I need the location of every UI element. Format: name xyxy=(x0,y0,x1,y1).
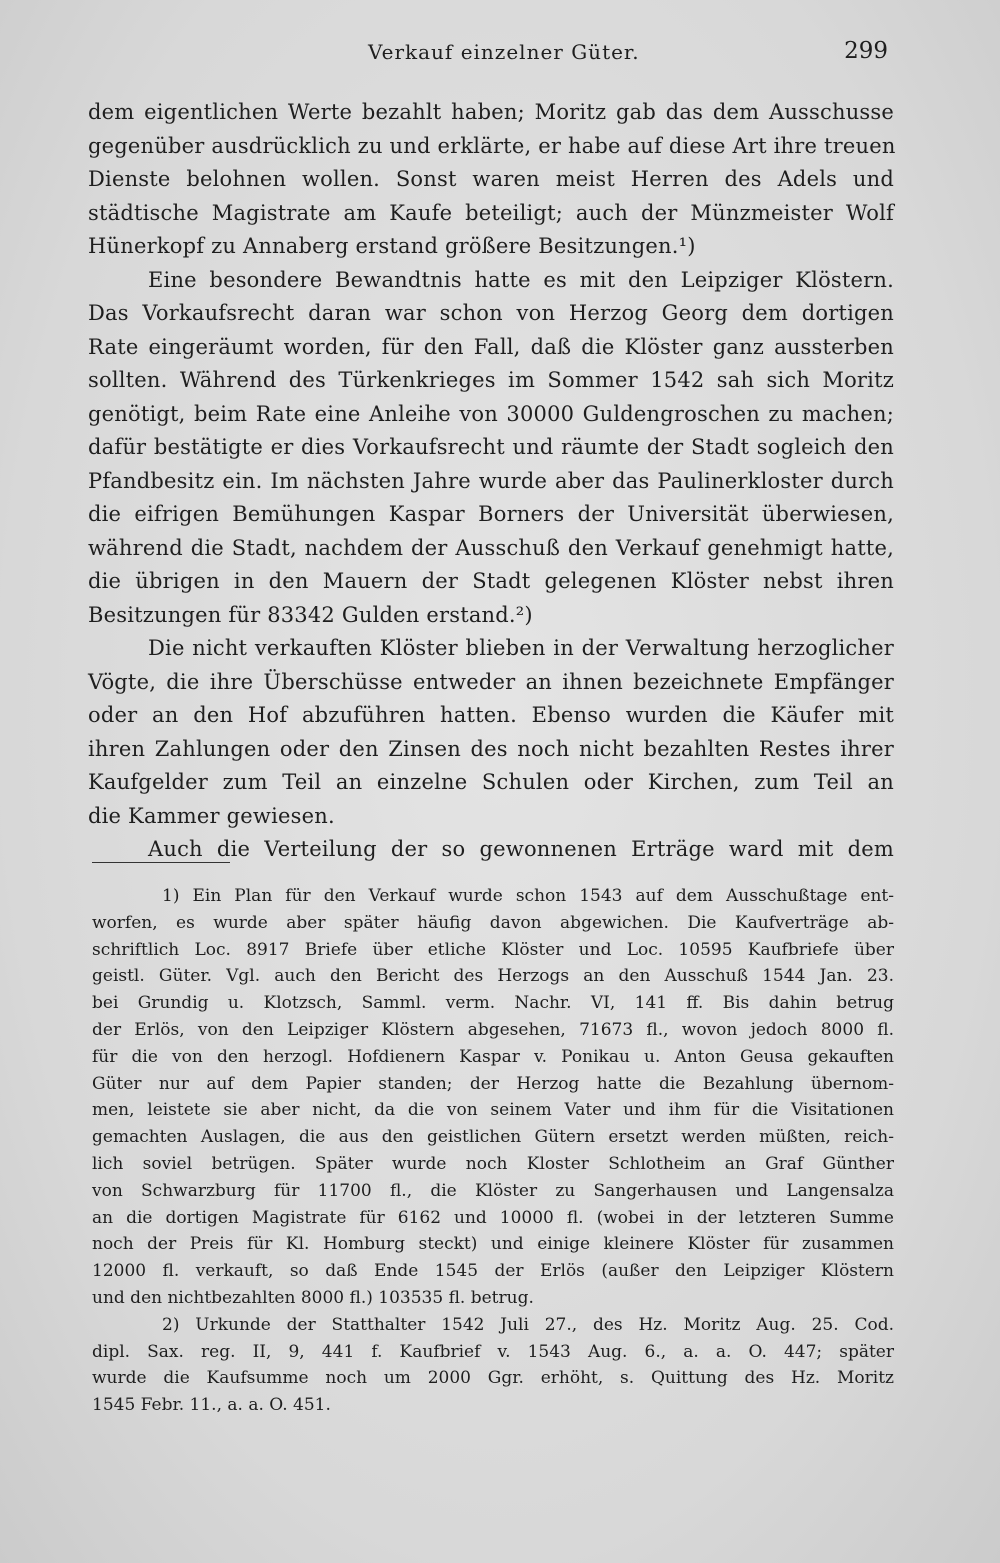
page-header xyxy=(88,36,888,76)
text-line: während die Stadt, nachdem der Ausschuß den Verkauf genehmigt hatte, xyxy=(88,535,894,560)
text-line: Kaufgelder zum Teil an einzelne Schulen oder Kirchen, zum Teil an xyxy=(88,770,894,794)
footnote-line: lich soviel betrügen. Später wurde noch Kloster Schlotheim an Graf Günther xyxy=(92,1153,894,1174)
text-line: Rate eingeräumt worden, für den Fall, daß die Klöster ganz aussterben xyxy=(88,334,894,359)
footnote-line: der Erlös, von den Leipziger Klöstern abgesehen, 71673 fl., wovon jedoch 8000 fl. xyxy=(92,1019,894,1040)
text-line: die Kammer gewiesen. xyxy=(88,803,335,828)
text-line: ihren Zahlungen oder den Zinsen des noch nicht bezahlten Restes ihrer xyxy=(88,736,894,761)
footnotes xyxy=(92,883,894,1419)
footnote-line: men, leistete sie aber nicht, da die von seinem Vater und ihm für die Visitationen xyxy=(92,1100,894,1121)
text-line: Hünerkopf zu Annaberg erstand größere Besitzungen.¹) xyxy=(88,234,696,258)
footnote-line: und den nichtbezahlten 8000 fl.) 103535 fl. betrug. xyxy=(92,1287,534,1308)
footnote-line: gemachten Auslagen, die aus den geistlichen Gütern ersetzt werden müßten, reich- xyxy=(92,1127,894,1148)
running-title: Verkauf einzelner Güter. xyxy=(368,40,640,64)
text-line: Auch die Verteilung der so gewonnenen Erträge ward mit dem xyxy=(148,837,894,861)
text-line: sollten. Während des Türkenkrieges im Sommer 1542 sah sich Moritz xyxy=(88,368,894,392)
footnote-divider xyxy=(92,862,230,863)
text-line: Die nicht verkauften Klöster blieben in der Verwaltung herzoglicher xyxy=(148,636,894,660)
footnote-line: noch der Preis für Kl. Homburg steckt) und einige kleinere Klöster für zusammen xyxy=(92,1234,894,1255)
footnote-line: worfen, es wurde aber später häufig davon abgewichen. Die Kaufverträge ab- xyxy=(92,912,894,933)
footnote-line: bei Grundig u. Klotzsch, Samml. verm. Nachr. VI, 141 ff. Bis dahin betrug xyxy=(92,993,894,1014)
footnote-line: geistl. Güter. Vgl. auch den Bericht des Herzogs an den Ausschuß 1544 Jan. 23. xyxy=(92,966,894,987)
footnote-line: 1) Ein Plan für den Verkauf wurde schon 1543 auf dem Ausschußtage ent- xyxy=(162,886,894,906)
text-line: Das Vorkaufsrecht daran war schon von Herzog Georg dem dortigen xyxy=(88,301,894,325)
footnote-line: dipl. Sax. reg. II, 9, 441 f. Kaufbrief v. 1543 Aug. 6., a. a. O. 447; später xyxy=(92,1341,894,1362)
page-number: 299 xyxy=(844,38,888,64)
text-line: gegenüber ausdrücklich zu und erklärte, er habe auf diese Art ihre treuen xyxy=(88,133,896,158)
text-line: dafür bestätigte er dies Vorkaufsrecht und räumte der Stadt sogleich den xyxy=(88,435,894,459)
footnote-line: an die dortigen Magistrate für 6162 und 10000 fl. (wobei in der letzteren Summe xyxy=(92,1207,894,1228)
footnote-line: schriftlich Loc. 8917 Briefe über etliche Klöster und Loc. 10595 Kaufbriefe über xyxy=(92,939,894,960)
text-line: Vögte, die ihre Überschüsse entweder an ihnen bezeichnete Empfänger xyxy=(88,669,894,694)
footnote-line: Güter nur auf dem Papier standen; der Herzog hatte die Bezahlung übernom- xyxy=(92,1073,894,1094)
text-line: Eine besondere Bewandtnis hatte es mit den Leipziger Klöstern. xyxy=(148,267,894,292)
text-line: die übrigen in den Mauern der Stadt gelegenen Klöster nebst ihren xyxy=(88,569,894,593)
footnote-line: 12000 fl. verkauft, so daß Ende 1545 der Erlös (außer den Leipziger Klöstern xyxy=(92,1261,894,1282)
main-text xyxy=(88,96,894,867)
footnote-line: wurde die Kaufsumme noch um 2000 Ggr. erhöht, s. Quittung des Hz. Moritz xyxy=(92,1368,894,1389)
text-line: die eifrigen Bemühungen Kaspar Borners der Universität überwiesen, xyxy=(88,502,894,526)
text-line: oder an den Hof abzuführen hatten. Ebenso wurden die Käufer mit xyxy=(88,703,894,727)
footnote-line: 2) Urkunde der Statthalter 1542 Juli 27., des Hz. Moritz Aug. 25. Cod. xyxy=(162,1314,894,1335)
text-line: genötigt, beim Rate eine Anleihe von 30000 Guldengroschen zu machen; xyxy=(88,401,894,426)
footnote-line: 1545 Febr. 11., a. a. O. 451. xyxy=(92,1395,331,1416)
footnote-line: von Schwarzburg für 11700 fl., die Klöster zu Sangerhausen und Langensalza xyxy=(92,1180,894,1201)
footnote-line: für die von den herzogl. Hofdienern Kaspar v. Ponikau u. Anton Geusa gekauften xyxy=(92,1046,894,1067)
text-line: Pfandbesitz ein. Im nächsten Jahre wurde aber das Paulinerkloster durch xyxy=(88,468,894,493)
text-line: städtische Magistrate am Kaufe beteiligt; auch der Münzmeister Wolf xyxy=(88,200,894,225)
text-line: dem eigentlichen Werte bezahlt haben; Moritz gab das dem Ausschusse xyxy=(88,100,894,124)
text-line: Besitzungen für 83342 Gulden erstand.²) xyxy=(88,602,533,627)
text-line: Dienste belohnen wollen. Sonst waren meist Herren des Adels und xyxy=(88,167,894,191)
